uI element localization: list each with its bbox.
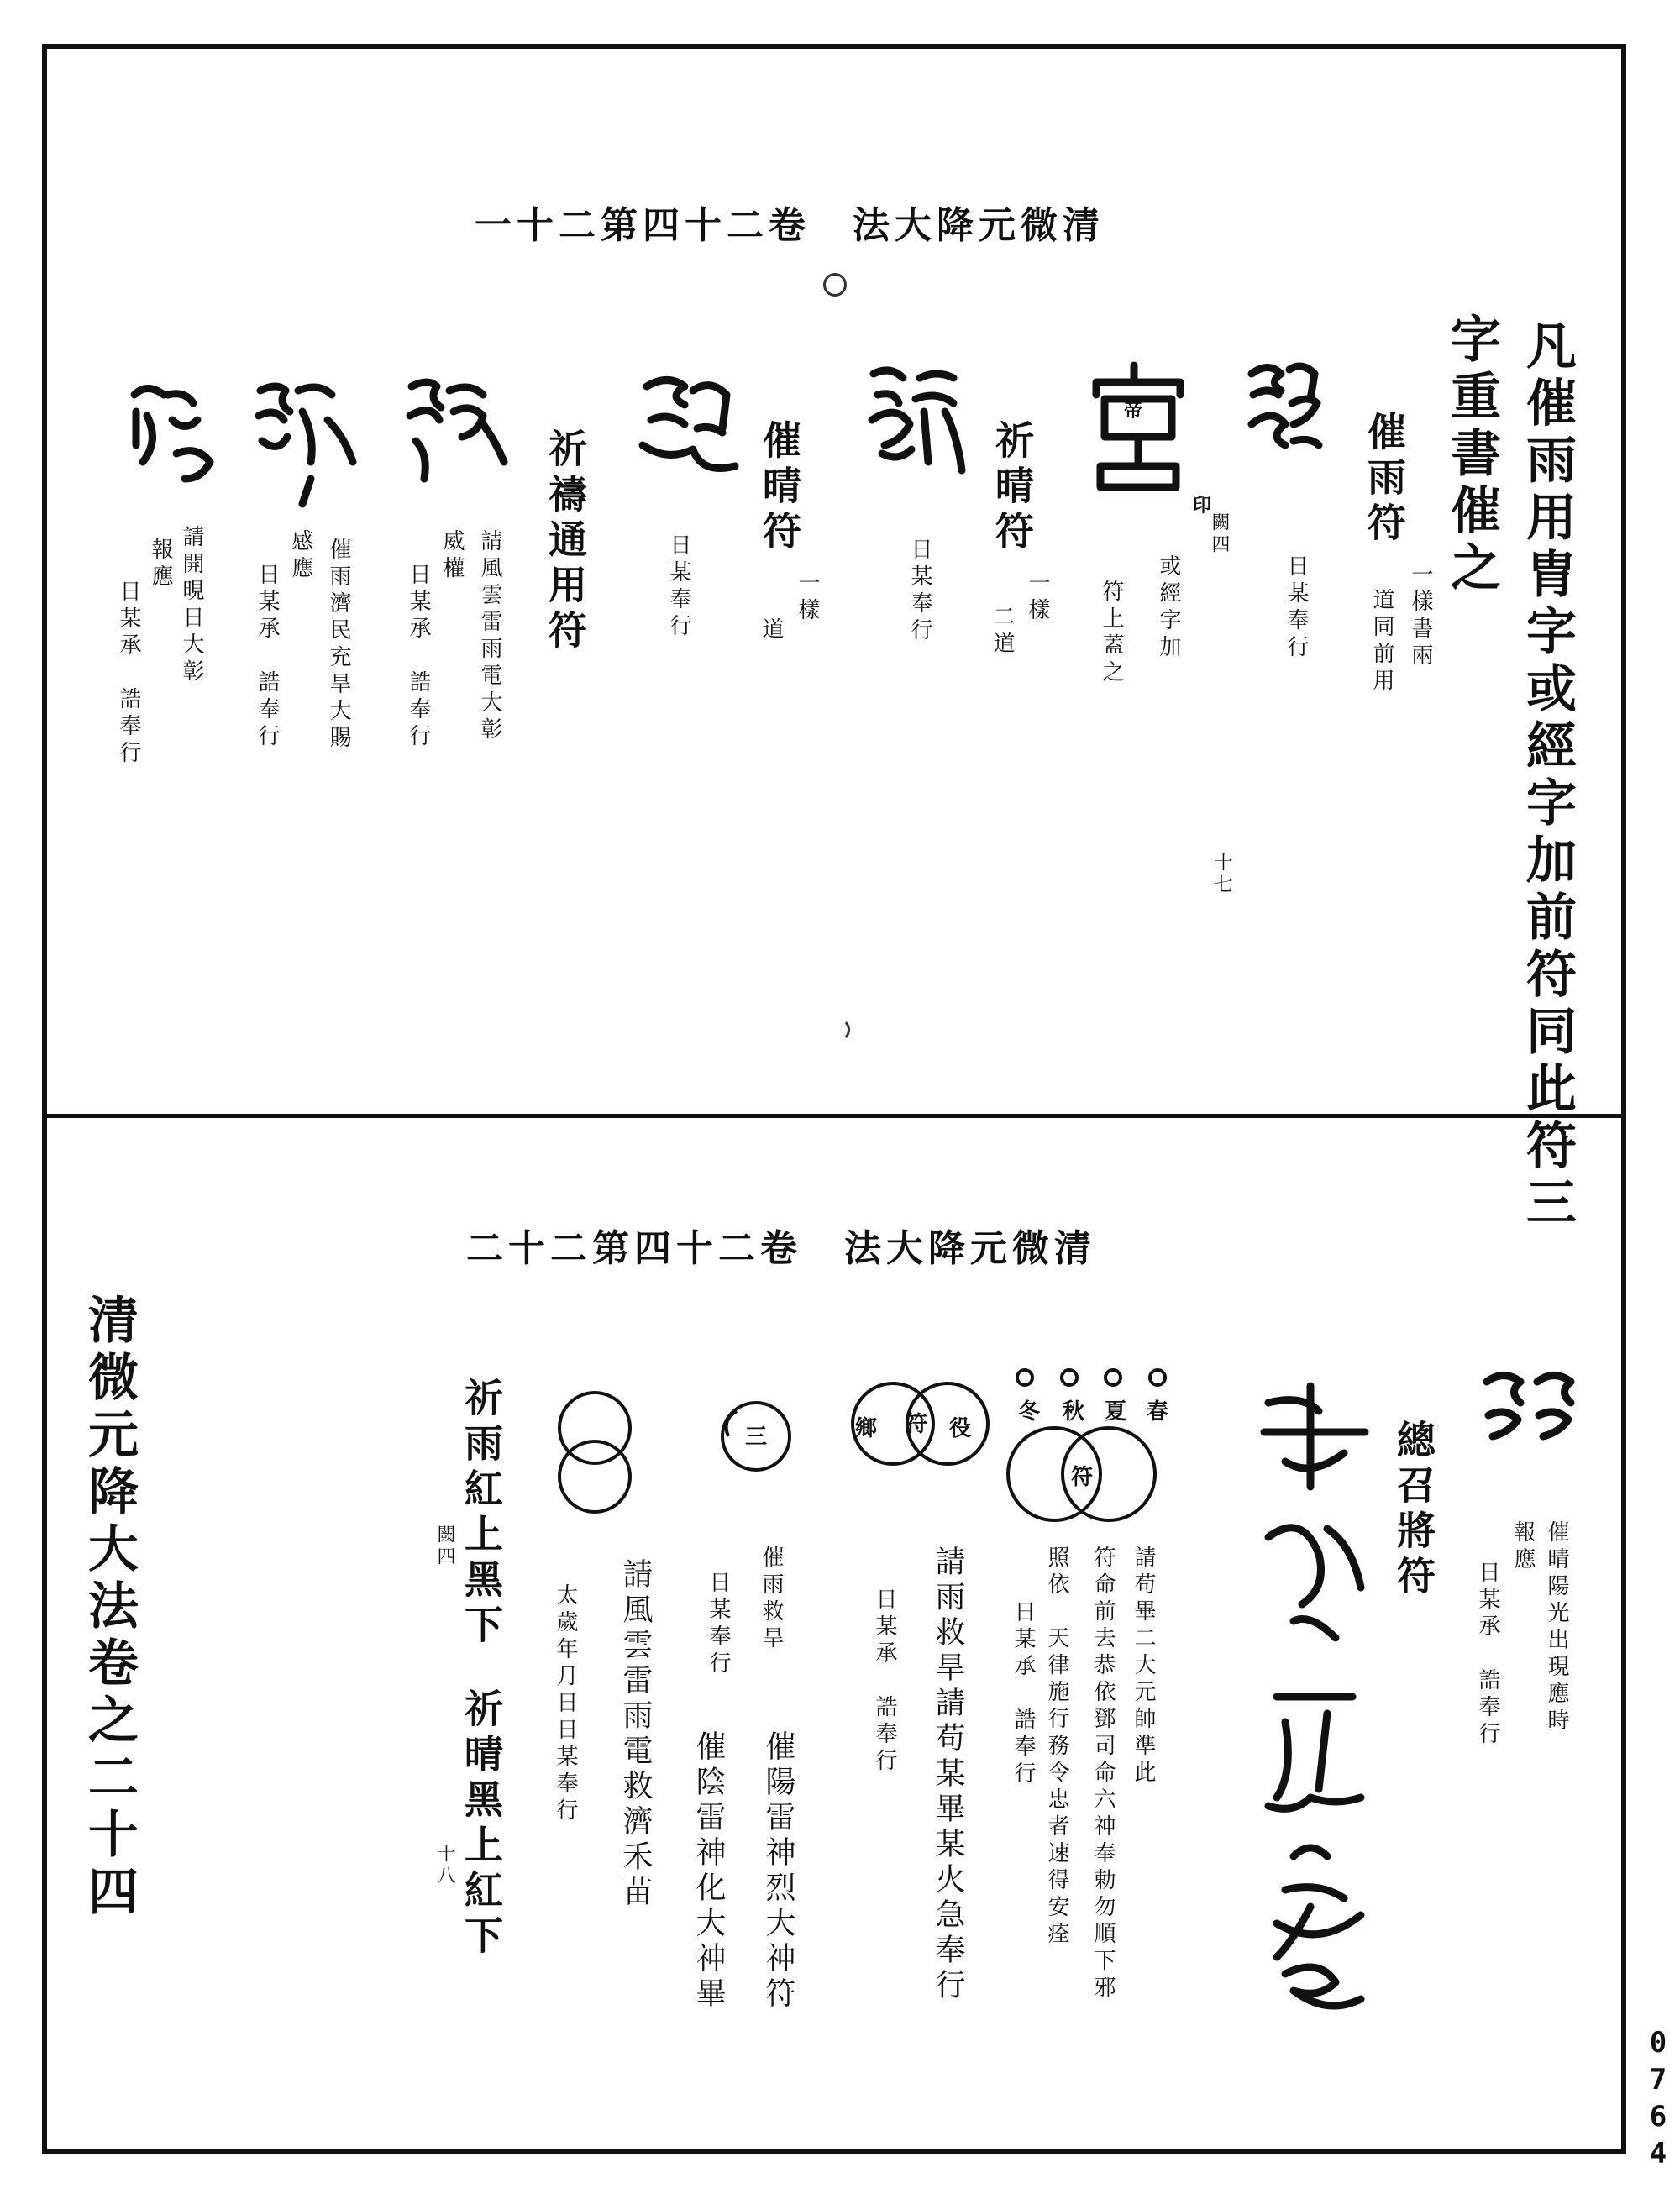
seal-glyph [1084, 361, 1193, 499]
season-dots [1012, 1365, 1180, 1393]
triple-ring-left: 鄉 [855, 1416, 878, 1441]
pray-rain-line: 祈雨紅上黑下 [459, 1378, 504, 1650]
top-page-marker: 十七 [1211, 853, 1232, 896]
seal-note-2: 符上蓋之 [1099, 580, 1124, 687]
season-center-char: 符 [1071, 1465, 1094, 1490]
sunny-urge-title: 催晴符 [757, 420, 802, 556]
seal-note-1: 或經字加 [1156, 554, 1181, 662]
sunny-light-glyph [1478, 1365, 1588, 1486]
red-black-side-note: 闕四 [434, 1525, 455, 1568]
rain-charm-note-1: 一樣書兩 [1408, 563, 1433, 670]
rain-talisman-note: 日某奉行 [1284, 554, 1309, 662]
sunny-urge-talisman-note: 日某奉行 [666, 533, 691, 641]
rain-save-note-2: 日某承 誥奉行 [872, 1588, 897, 1776]
talisman-b-glyph [252, 378, 361, 507]
panel-divider [42, 1114, 1626, 1118]
sunny-urge-note-2: 道 [759, 617, 784, 644]
urge-rain-note-4: 催陰雷神化大神畢 [691, 1730, 726, 2013]
urge-rain-note-2: 日某奉行 [706, 1571, 731, 1678]
urge-rain-note-1: 催雨救旱 [759, 1546, 784, 1653]
seal-center-char: 帝 [1124, 400, 1143, 422]
rain-side-note: 闕四 [1209, 512, 1230, 556]
instruction-line-1: 凡催雨用胄字或經字加前符同此符三 [1518, 319, 1577, 1233]
general-pray-title: 祈禱通用符 [543, 428, 588, 655]
sunny-light-note-2: 報應 [1510, 1520, 1536, 1574]
talisman-a-note-2: 威權 [439, 529, 465, 583]
talisman-c-glyph [126, 378, 218, 507]
sunny-light-note-3: 日某承 誥奉行 [1475, 1561, 1500, 1749]
page-frame [42, 44, 1626, 2154]
season-note-3: 照依 天律施行務令忠者速得安痊 [1044, 1546, 1069, 1949]
talisman-c-note-2: 報應 [148, 538, 173, 591]
sunny-urge-talisman-glyph [634, 370, 743, 491]
triple-ring-right: 役 [949, 1416, 972, 1441]
wind-rain-note-2: 太歲年月日日某奉行 [553, 1583, 578, 1825]
punch-hole [827, 1018, 850, 1042]
bottom-header: 二十二第四十二卷 法大降元微清 [466, 1227, 1096, 1270]
talisman-a-glyph [403, 374, 512, 503]
three-ring-center: 三 [745, 1425, 768, 1450]
summon-general-glyph [1252, 1369, 1386, 2028]
talisman-c-note-3: 日某承 誥奉行 [116, 580, 141, 768]
wind-rain-note-1: 請風雲雷雨電救濟禾苗 [618, 1558, 653, 1911]
page-number: 0764 [1641, 2026, 1675, 2174]
talisman-a-note-1: 請風雲雷雨電大彰 [477, 529, 502, 744]
sunny-talisman-glyph [865, 361, 974, 491]
season-summer: 夏 [1105, 1399, 1127, 1425]
rain-talisman-glyph [1243, 357, 1327, 486]
summon-general-title: 總召將符 [1391, 1420, 1436, 1601]
sunny-pray-note-2: 二道 [990, 605, 1015, 659]
rain-charm-note-2: 道同前用 [1369, 588, 1394, 695]
seal-label: 印 [1193, 495, 1212, 517]
talisman-c-note-1: 請開晛日大彰 [179, 525, 204, 686]
sunny-pray-note-1: 一樣 [1025, 571, 1050, 625]
talisman-b-note-1: 催雨濟民充旱大賜 [326, 538, 351, 753]
rain-save-note-1: 請雨救旱請苟某畢某火急奉行 [931, 1546, 965, 2004]
pray-sunny-line: 祈晴黑上紅下 [459, 1688, 504, 1960]
punch-hole [823, 273, 847, 297]
double-ring-glyph [553, 1386, 637, 1524]
season-winter: 冬 [1018, 1399, 1041, 1425]
sunny-light-note-1: 催晴陽光出現應時 [1544, 1520, 1569, 1735]
urge-rain-note-3: 催陽雷神烈大神符 [761, 1730, 795, 2013]
bottom-page-marker: 十八 [434, 1844, 455, 1887]
season-note-4: 日某承 誥奉行 [1011, 1600, 1036, 1788]
season-note-1: 請苟畢二大元帥準此 [1131, 1546, 1156, 1787]
rain-charm-title: 催雨符 [1362, 412, 1407, 548]
triple-ring-center: 符 [906, 1412, 928, 1437]
sunny-urge-note-1: 一樣 [795, 571, 820, 625]
talisman-b-note-2: 感應 [288, 529, 313, 583]
colophon: 清微元降大法卷之二十四 [80, 1294, 139, 1922]
instruction-line-2: 字重書催之 [1442, 312, 1501, 598]
talisman-b-note-3: 日某承 誥奉行 [255, 563, 280, 751]
season-note-2: 符命前去恭依鄧司命六神奉勅勿順下邪 [1090, 1546, 1116, 2002]
season-autumn: 秋 [1063, 1399, 1085, 1425]
sunny-pray-talisman-note: 日某奉行 [907, 538, 932, 645]
talisman-a-note-3: 日某承 誥奉行 [406, 563, 431, 751]
season-spring: 春 [1147, 1399, 1169, 1425]
sunny-pray-title: 祈晴符 [990, 420, 1035, 556]
top-header: 一十二第四十二卷 法大降元微清 [475, 204, 1105, 247]
